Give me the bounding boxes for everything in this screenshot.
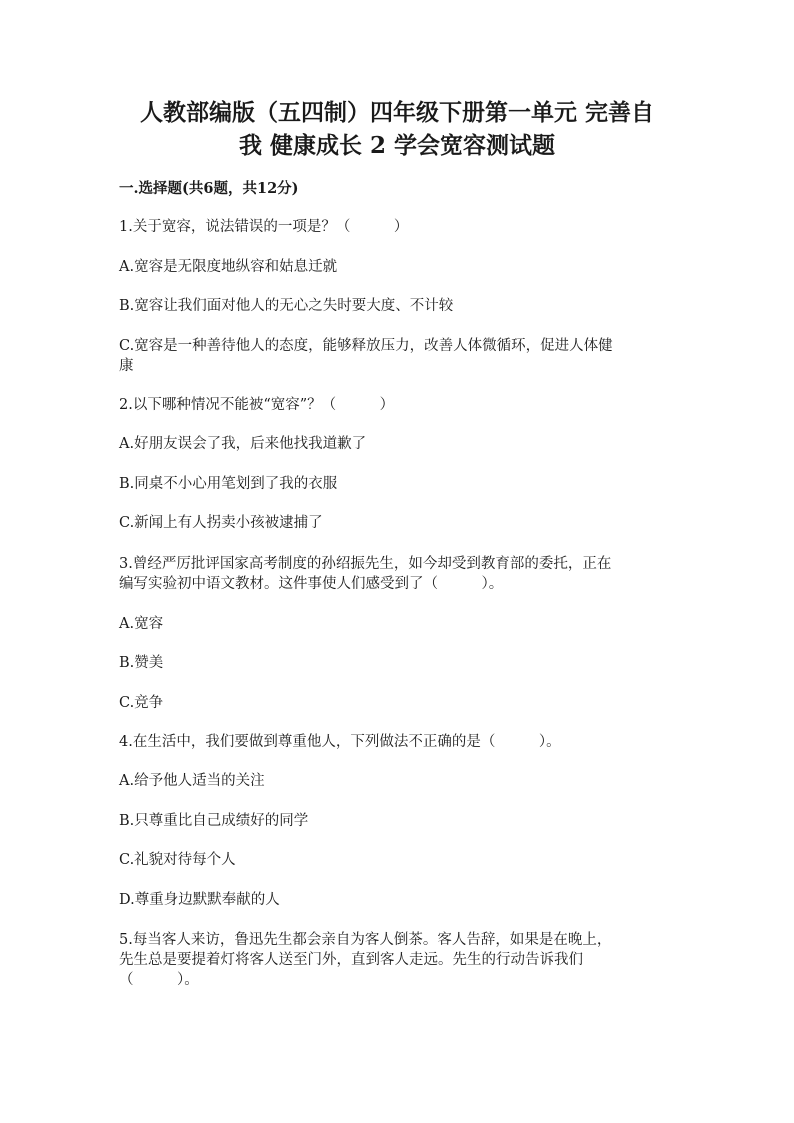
question-1-option-c: C.宽容是一种善待他人的态度，能够释放压力，改善人体微循环，促进人体健 <box>119 338 613 354</box>
question-4-option-d: D.尊重身边默默奉献的人 <box>119 892 280 908</box>
question-1-option-b: B.宽容让我们面对他人的无心之失时要大度、不计较 <box>119 298 454 314</box>
document-title-line-1: 人教部编版（五四制）四年级下册第一单元 完善自 <box>139 99 654 126</box>
question-3-stem-cont: 编写实验初中语文教材。这件事使人们感受到了（ ）。 <box>119 576 504 592</box>
question-5-stem: 5.每当客人来访，鲁迅先生都会亲自为客人倒茶。客人告辞，如果是在晚上， <box>119 932 612 948</box>
question-1-option-c-cont: 康 <box>119 358 134 374</box>
question-3-option-c: C.竞争 <box>119 695 164 711</box>
document-title-line-2: 我 健康成长 2 学会宽容测试题 <box>238 132 556 159</box>
question-1-stem: 1.关于宽容，说法错误的一项是？（ ） <box>119 219 409 235</box>
question-5-stem-cont: 先生总是要提着灯将客人送至门外，直到客人走远。先生的行动告诉我们 <box>119 952 583 968</box>
question-4-option-b: B.只尊重比自己成绩好的同学 <box>119 813 309 829</box>
question-3-option-b: B.赞美 <box>119 655 164 671</box>
question-3-stem: 3.曾经严厉批评国家高考制度的孙绍振先生，如今却受到教育部的委托，正在 <box>119 556 612 572</box>
question-2-option-c: C.新闻上有人拐卖小孩被逮捕了 <box>119 515 323 531</box>
question-4-option-a: A.给予他人适当的关注 <box>119 773 265 789</box>
question-1-option-a: A.宽容是无限度地纵容和姑息迁就 <box>119 259 338 275</box>
question-2-option-b: B.同桌不小心用笔划到了我的衣服 <box>119 476 338 492</box>
section-heading: 一.选择题(共6题，共12分) <box>119 180 299 197</box>
question-2-option-a: A.好朋友误会了我，后来他找我道歉了 <box>119 436 367 452</box>
question-4-option-c: C.礼貌对待每个人 <box>119 852 236 868</box>
question-2-stem: 2.以下哪种情况不能被“宽容”？（ ） <box>119 397 395 413</box>
question-3-option-a: A.宽容 <box>119 616 164 632</box>
question-4-stem: 4.在生活中，我们要做到尊重他人，下列做法不正确的是（ ）。 <box>119 734 561 750</box>
question-5-stem-cont-2: （ ）。 <box>119 972 199 988</box>
